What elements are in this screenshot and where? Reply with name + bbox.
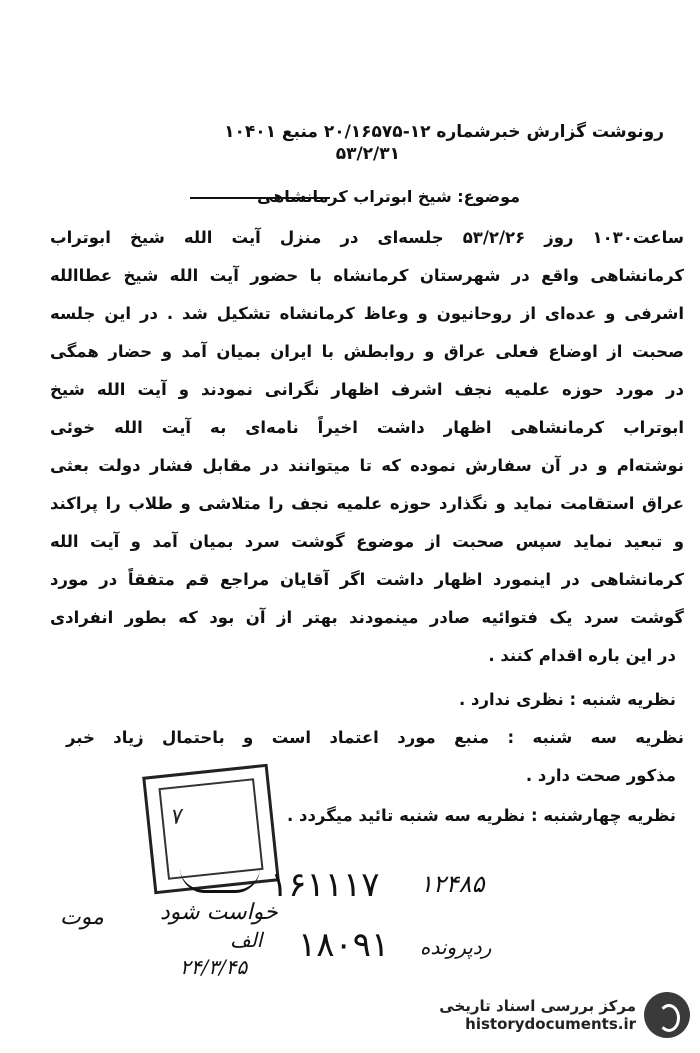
- body-line: ابوتراب کرمانشاهی اظهار داشت اخیراً نامه‌ای به آیت الله خوئی: [50, 418, 684, 437]
- handwritten-note-3: ۲۴/۳/۴۵: [180, 955, 248, 979]
- body-line: در این باره اقدام کنند .: [488, 646, 676, 665]
- body-line: نوشته‌ام و در آن سفارش نموده که تا میتوانند در مقابل فشار دولت بعثی: [50, 456, 684, 475]
- handwritten-note-1: موت: [60, 905, 104, 930]
- opinion-tuesday-cont: مذکور صحت دارد .: [525, 766, 676, 785]
- handwritten-number-2: ۱۸۰۹۱: [298, 925, 390, 965]
- watermark: [439, 985, 690, 1045]
- body-line: اشرفی و عده‌ای از روحانیون و وعاظ کرمانشاه تشکیل شد . در این جلسه: [50, 304, 684, 323]
- body-line: عراق استقامت نماید و نگذارد حوزه علمیه نجف را متلاشی و طلاب را پراکند: [50, 494, 684, 513]
- body-line: گوشت سرد یک فتوائیه صادر مینمودند بهتر از آن بود که بطور انفرادی: [50, 608, 684, 627]
- watermark-url: historydocuments.ir: [465, 1015, 636, 1033]
- body-line: صحبت از اوضاع فعلی عراق و روابطش با ایران بمیان آمد و حضار همگی: [50, 342, 684, 361]
- stamp-text: ۷: [168, 804, 183, 831]
- body-line: کرمانشاهی در اینمورد اظهار داشت اگر آقایان مراجع قم متفقاً در مورد: [50, 570, 684, 589]
- body-line: در مورد حوزه علمیه نجف اشرف اظهار نگرانی نمودند و آیت الله شیخ: [50, 380, 684, 399]
- watermark-logo-icon: [644, 992, 690, 1038]
- handwritten-signature: ۱۲۴۸۵: [420, 870, 485, 898]
- watermark-text: [439, 997, 636, 1033]
- opinion-wednesday: نظریه چهارشنبه : نظریه سه شنبه تائید میگردد .: [286, 806, 676, 825]
- signature-scribble: [180, 868, 260, 893]
- handwritten-number-1: ۱۶۱۱۱۷: [270, 865, 380, 905]
- subject-underline: [190, 197, 330, 199]
- body-line: کرمانشاهی واقع در شهرستان کرمانشاه با حضور آیت الله شیخ عطاالله: [50, 266, 684, 285]
- handwritten-note-2: خواست شود: [160, 900, 278, 925]
- body-line: و تبعید نماید سپس صحبت از موضوع گوشت سرد بمیان آمد و آیت الله: [50, 532, 684, 551]
- report-header: رونوشت گزارش خبرشماره ۱۲-۲۰/۱۶۵۷۵ منبع ۱۰۴۰۱: [224, 122, 664, 142]
- body-line: ساعت۱۰۳۰ روز ۵۳/۲/۲۶ جلسه‌ای در منزل آیت الله شیخ ابوتراب: [50, 228, 684, 247]
- watermark-title: مرکز بررسی اسناد تاریخی: [439, 997, 636, 1015]
- handwritten-note-alef: الف: [230, 928, 263, 952]
- handwritten-file-note: ردپرونده: [420, 935, 492, 959]
- opinion-tuesday: نظریه سه شنبه : منبع مورد اعتماد است و باحتمال زیاد خبر: [66, 728, 684, 747]
- opinion-saturday: نظریه شنبه : نظری ندارد .: [458, 690, 676, 709]
- report-date: ۵۳/۲/۳۱: [335, 144, 400, 164]
- report-subject: موضوع: شیخ ابوتراب کرمانشاهی: [256, 187, 520, 206]
